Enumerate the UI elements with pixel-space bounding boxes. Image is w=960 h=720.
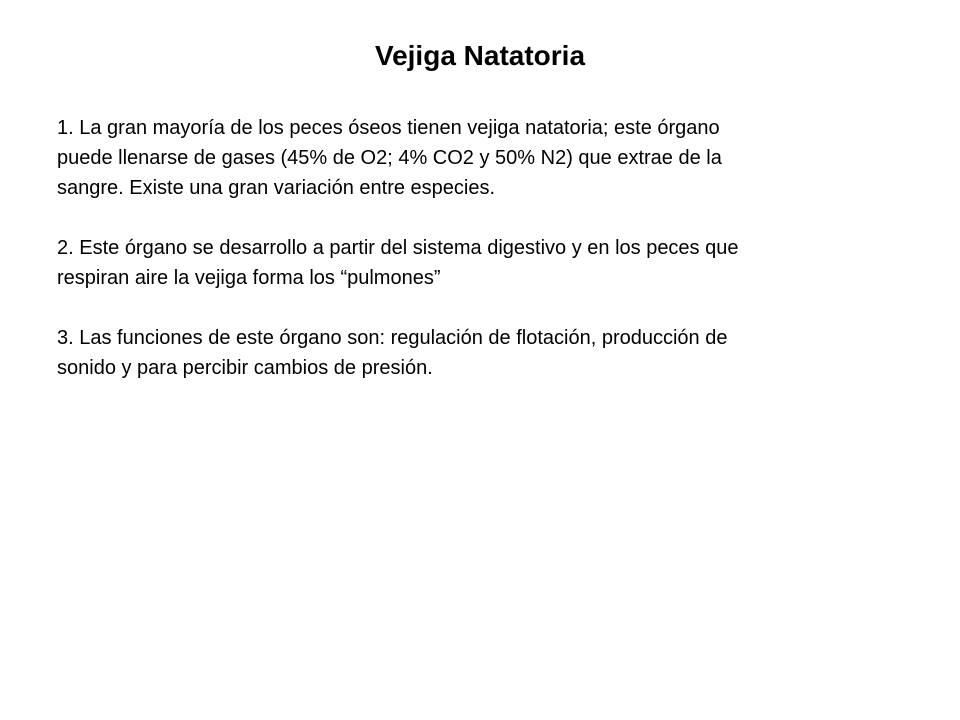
slide-body [57, 113, 877, 383]
paragraph-3: 3. Las funciones de este órgano son: regulación de flotación, producción de sonido y para percibir cambios de presión. [57, 327, 728, 379]
paragraph-1: 1. La gran mayoría de los peces óseos tienen vejiga natatoria; este órgano puede llenarse de gases (45% de O2; 4% CO2 y 50% N2) que extrae de la sangre. Existe una gran variación entre especies. [57, 117, 722, 199]
paragraph-2: 2. Este órgano se desarrollo a partir del sistema digestivo y en los peces que respiran aire la vejiga forma los “pulmones” [57, 237, 739, 289]
slide-title: Vejiga Natatoria [374, 40, 586, 71]
